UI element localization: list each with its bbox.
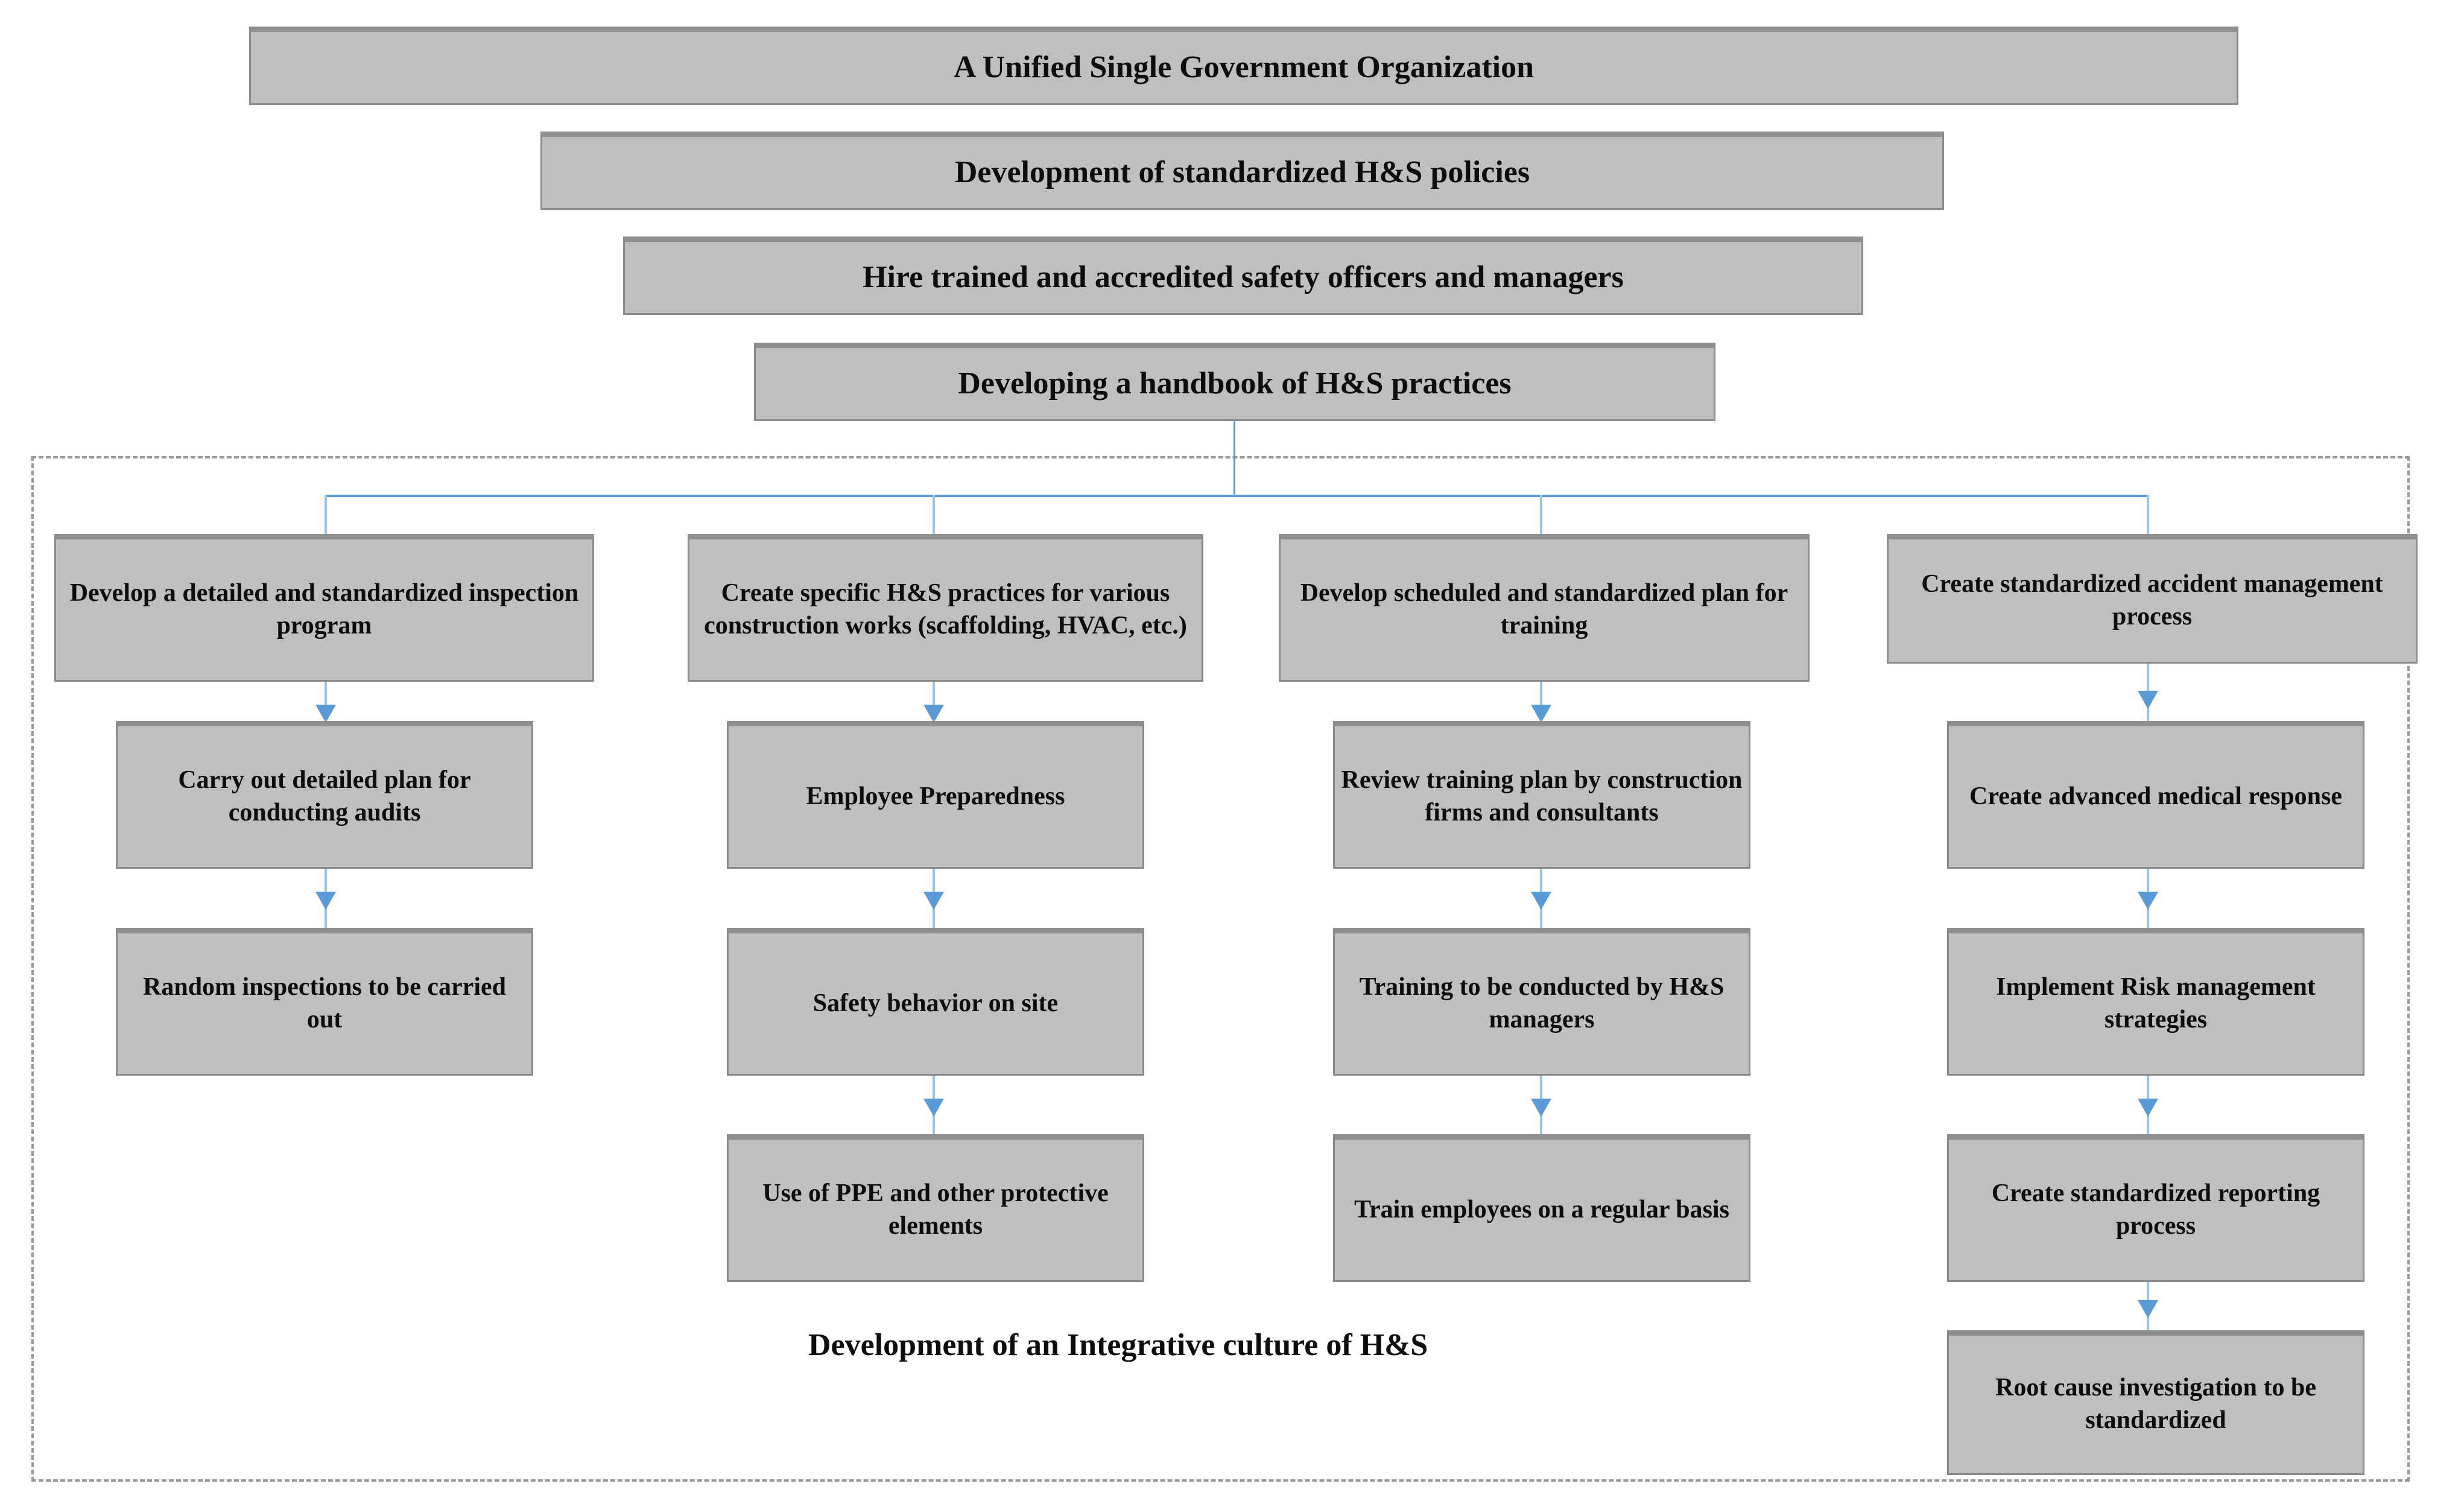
arrow-head-col1-2 xyxy=(315,892,336,910)
col2-item-use-of-ppe: Use of PPE and other protective elements xyxy=(727,1134,1144,1282)
group-caption-integrative-culture: Development of an Integrative culture of H&S xyxy=(808,1328,1428,1362)
connector-distribution-bar xyxy=(326,495,2149,497)
arrow-head-col1-1 xyxy=(315,705,336,723)
col2-item-safety-behavior: Safety behavior on site xyxy=(727,928,1144,1076)
arrow-head-col4-2 xyxy=(2138,892,2158,910)
banner-box-standardized-policies: Development of standardized H&S policies xyxy=(540,132,1944,210)
banner-box-hire-safety-officers: Hire trained and accredited safety officers and managers xyxy=(623,236,1863,315)
arrow-head-col2-1 xyxy=(923,705,944,723)
col1-item-random-inspections: Random inspections to be carried out xyxy=(116,928,533,1076)
banner-box-unified-government: A Unified Single Government Organization xyxy=(249,27,2238,105)
col1-head-inspection-program: Develop a detailed and standardized inspection program xyxy=(54,534,594,682)
col1-item-conducting-audits: Carry out detailed plan for conducting audits xyxy=(116,721,533,869)
col3-head-training-plan: Develop scheduled and standardized plan for training xyxy=(1279,534,1810,682)
col3-item-training-by-hs-managers: Training to be conducted by H&S managers xyxy=(1333,928,1750,1076)
arrow-head-col2-2 xyxy=(923,892,944,910)
arrow-head-col4-4 xyxy=(2138,1300,2158,1318)
arrow-head-col3-2 xyxy=(1531,892,1551,910)
col3-item-train-employees-regular: Train employees on a regular basis xyxy=(1333,1134,1750,1282)
arrow-head-col3-1 xyxy=(1531,705,1551,723)
banner-box-handbook-practices: Developing a handbook of H&S practices xyxy=(754,343,1715,421)
arrow-head-col4-1 xyxy=(2138,691,2158,709)
connector-stem-handbook xyxy=(1234,421,1235,496)
col3-item-review-training-plan: Review training plan by construction firms and consultants xyxy=(1333,721,1750,869)
col4-item-advanced-medical-response: Create advanced medical response xyxy=(1947,721,2364,869)
arrow-head-col4-3 xyxy=(2138,1099,2158,1117)
col4-item-risk-management: Implement Risk management strategies xyxy=(1947,928,2364,1076)
col4-item-root-cause-investigation: Root cause investigation to be standardized xyxy=(1947,1330,2364,1475)
arrow-head-col2-3 xyxy=(923,1099,944,1117)
col4-head-accident-management: Create standardized accident management process xyxy=(1887,534,2418,664)
col2-head-specific-practices: Create specific H&S practices for various construction works (scaffolding, HVAC, etc.) xyxy=(688,534,1203,682)
col4-item-reporting-process: Create standardized reporting process xyxy=(1947,1134,2364,1282)
arrow-head-col3-3 xyxy=(1531,1099,1551,1117)
col2-item-employee-preparedness: Employee Preparedness xyxy=(727,721,1144,869)
